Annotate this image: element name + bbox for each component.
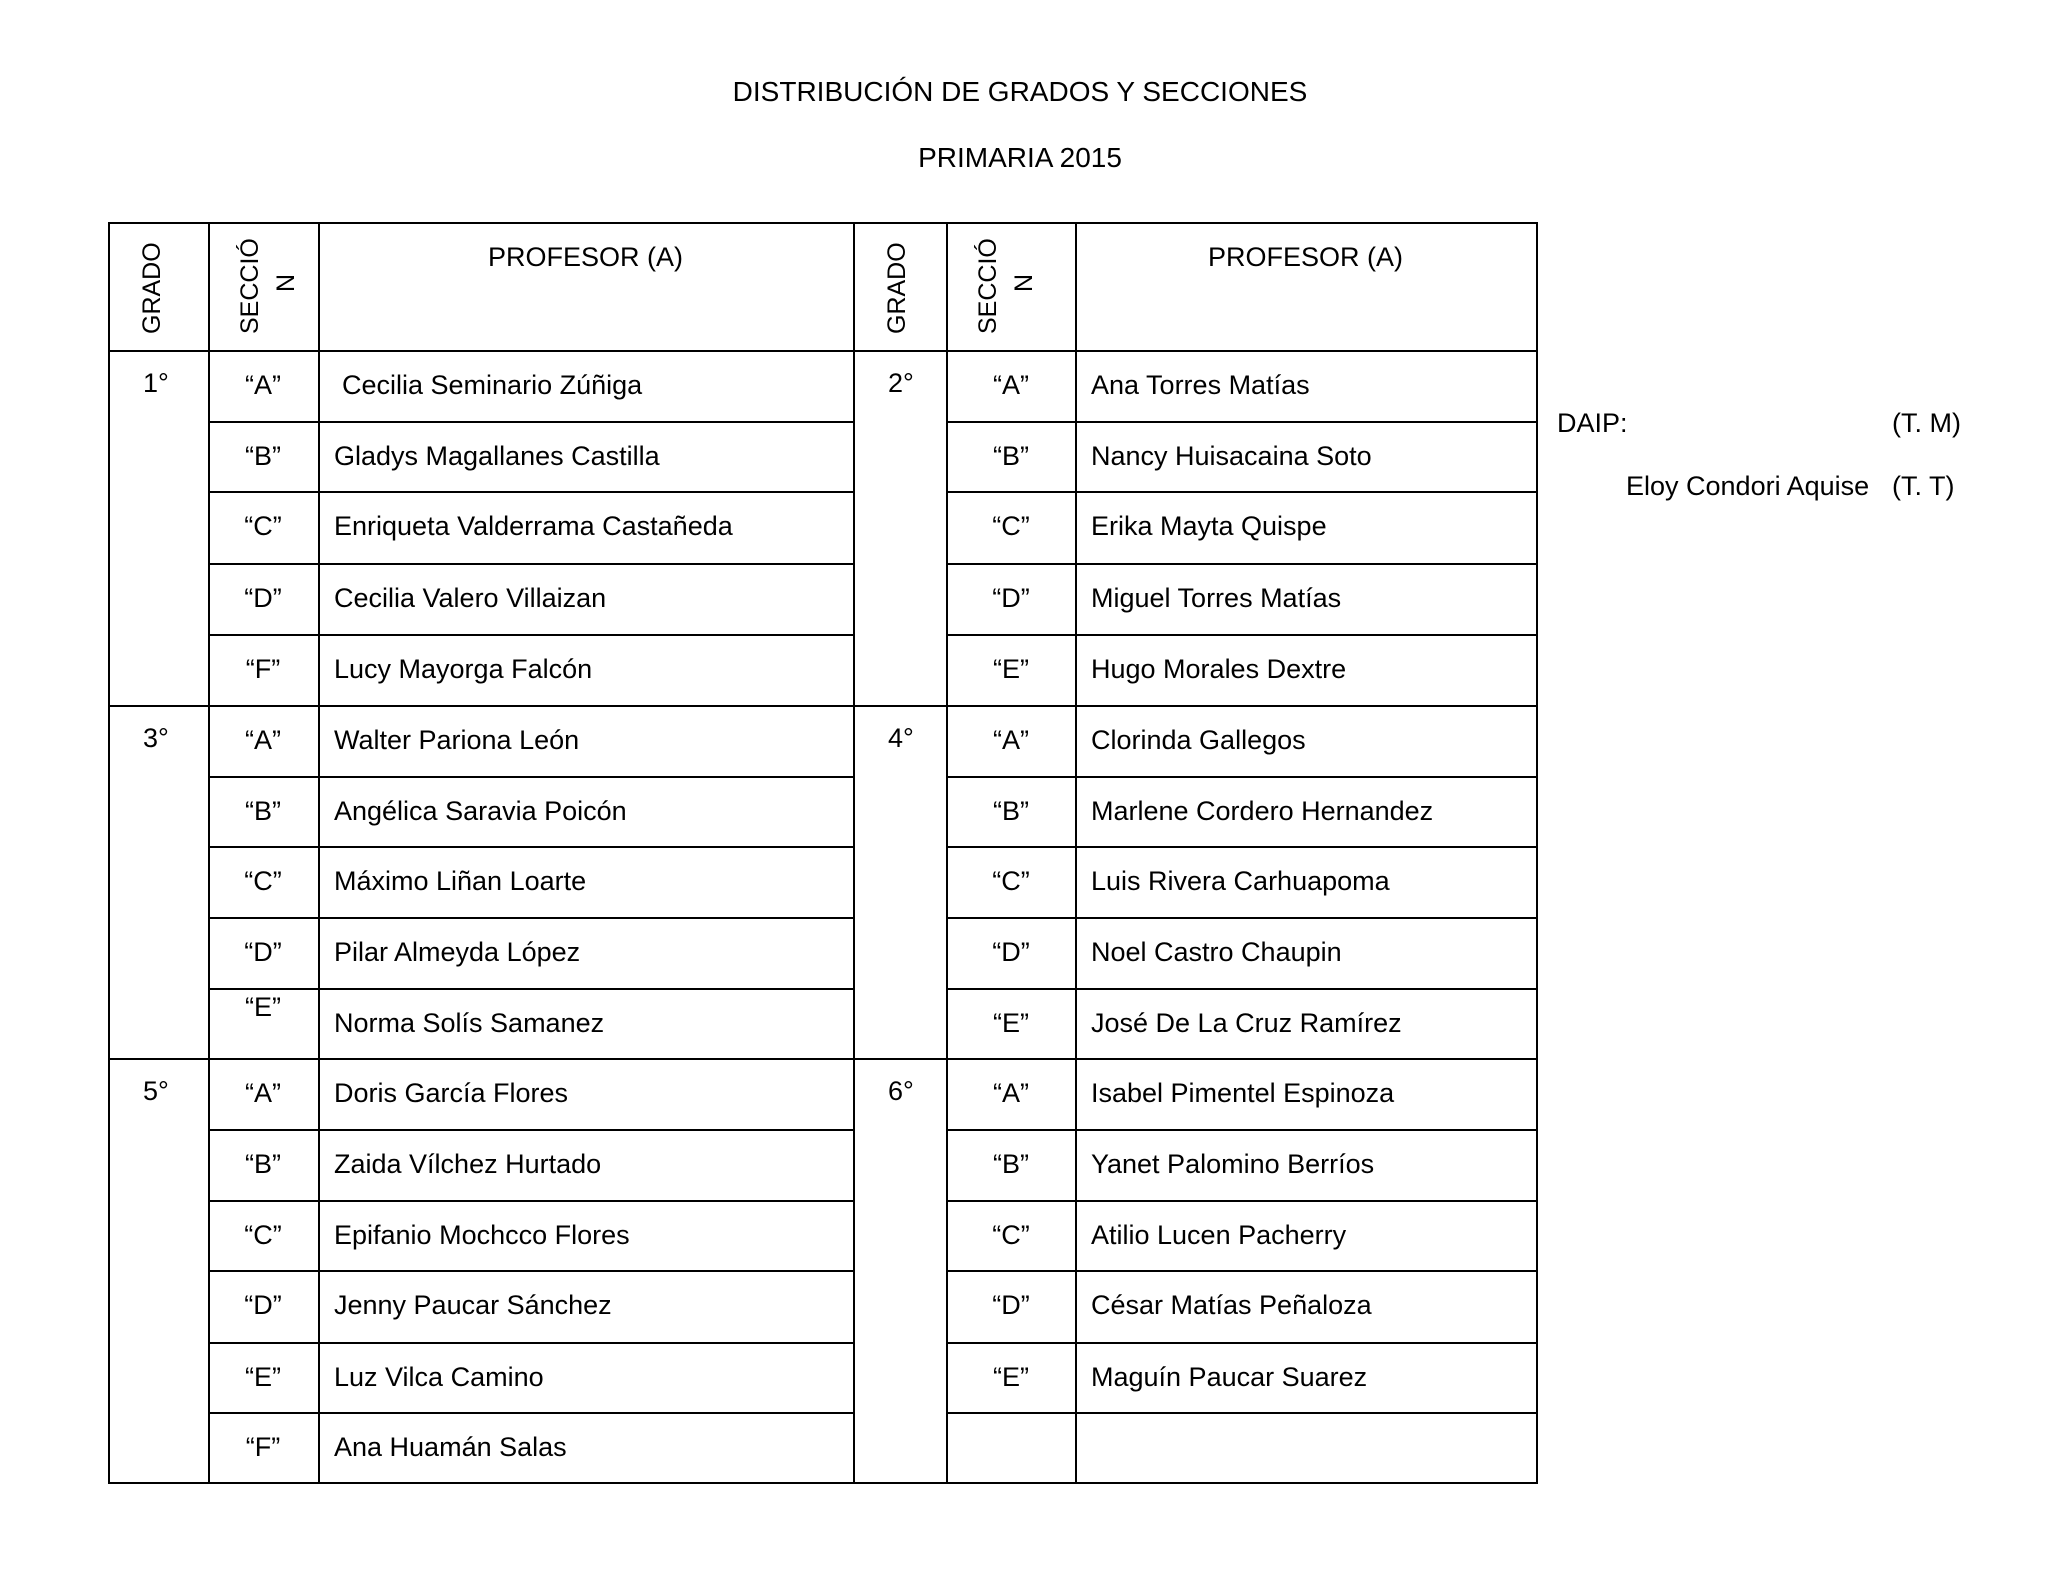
section-cell: “C” [244, 511, 282, 541]
teacher-name: Nancy Huisacaina Soto [1091, 441, 1372, 471]
section-cell: “A” [245, 1078, 281, 1108]
row-line [946, 563, 1538, 565]
header-profesor: PROFESOR (A) [1207, 242, 1403, 272]
grade-label: 5° [143, 1076, 169, 1106]
section-cell: “E” [245, 1362, 281, 1392]
teacher-name: Maguín Paucar Suarez [1091, 1362, 1368, 1392]
row-line [208, 776, 855, 778]
column-line [318, 222, 320, 1484]
teacher-name: Isabel Pimentel Espinoza [1091, 1078, 1395, 1108]
section-cell: “E” [993, 1008, 1029, 1038]
teacher-name: Noel Castro Chaupin [1091, 937, 1342, 967]
header-seccion: SECCIÓ [236, 238, 264, 334]
header-seccion-n: N [272, 273, 300, 292]
section-cell: “E” [993, 1362, 1029, 1392]
teacher-name: Luis Rivera Carhuapoma [1091, 866, 1390, 896]
row-line [946, 776, 1538, 778]
teacher-name: Cecilia Valero Villaizan [334, 583, 607, 613]
table-top-border [108, 222, 1538, 224]
header-grado: GRADO [138, 242, 166, 334]
teacher-name: Enriqueta Valderrama Castañeda [334, 511, 733, 541]
row-line [946, 1270, 1538, 1272]
row-line [946, 634, 1538, 636]
teacher-name: Marlene Cordero Hernandez [1091, 796, 1434, 826]
column-line [853, 222, 855, 1484]
teacher-name: José De La Cruz Ramírez [1091, 1008, 1402, 1038]
row-line [208, 1200, 855, 1202]
row-line [946, 421, 1538, 423]
teacher-name: Lucy Mayorga Falcón [334, 654, 593, 684]
teacher-name: Erika Mayta Quispe [1091, 511, 1327, 541]
column-line [1075, 222, 1077, 1484]
teacher-name: Gladys Magallanes Castilla [334, 441, 660, 471]
row-line [946, 1200, 1538, 1202]
grade-label: 4° [888, 723, 914, 753]
daip-name: Eloy Condori Aquise [1626, 471, 1870, 501]
teacher-name: Norma Solís Samanez [334, 1008, 605, 1038]
column-line [1536, 222, 1538, 1484]
teacher-name: Pilar Almeyda López [334, 937, 581, 967]
section-cell: “D” [992, 937, 1030, 967]
section-cell: “A” [245, 725, 281, 755]
section-cell: “B” [993, 796, 1029, 826]
section-cell: “D” [244, 937, 282, 967]
section-cell: “B” [993, 441, 1029, 471]
section-cell: “C” [244, 1220, 282, 1250]
teacher-name: Cecilia Seminario Zúñiga [342, 370, 643, 400]
section-cell: “F” [245, 654, 281, 684]
section-cell: “D” [244, 1290, 282, 1320]
teacher-name: Epifanio Mochcco Flores [334, 1220, 630, 1250]
teacher-name: Miguel Torres Matías [1091, 583, 1342, 613]
section-cell: “D” [992, 583, 1030, 613]
teacher-name: Walter Pariona León [334, 725, 580, 755]
section-cell: “E” [993, 654, 1029, 684]
row-line [946, 491, 1538, 493]
teacher-name: Hugo Morales Dextre [1091, 654, 1347, 684]
document-subtitle: PRIMARIA 2015 [918, 142, 1122, 173]
group-divider-line [108, 1058, 1538, 1060]
teacher-name: Máximo Liñan Loarte [334, 866, 587, 896]
section-cell: “A” [993, 725, 1029, 755]
teacher-name: Clorinda Gallegos [1091, 725, 1306, 755]
group-divider-line [108, 705, 1538, 707]
row-line [208, 634, 855, 636]
section-cell: “C” [992, 511, 1030, 541]
section-cell: “E” [245, 992, 281, 1022]
header-grado: GRADO [883, 242, 911, 334]
teacher-name: Zaida Vílchez Hurtado [334, 1149, 602, 1179]
grade-label: 1° [143, 368, 169, 398]
row-line [208, 1129, 855, 1131]
row-line [208, 1270, 855, 1272]
teacher-name: Ana Huamán Salas [334, 1432, 567, 1462]
section-cell: “B” [245, 796, 281, 826]
row-line [946, 846, 1538, 848]
row-line [208, 421, 855, 423]
daip-tm: (T. M) [1892, 408, 1961, 438]
teacher-name: Ana Torres Matías [1091, 370, 1310, 400]
header-profesor: PROFESOR (A) [487, 242, 683, 272]
teacher-name: Atilio Lucen Pacherry [1091, 1220, 1347, 1250]
column-line [108, 222, 110, 1484]
section-cell: “B” [245, 1149, 281, 1179]
teacher-name: César Matías Peñaloza [1091, 1290, 1372, 1320]
grade-label: 2° [888, 368, 914, 398]
daip-tt: (T. T) [1892, 471, 1955, 501]
row-line [946, 917, 1538, 919]
row-line [208, 846, 855, 848]
column-line [946, 222, 948, 1484]
daip-label: DAIP: [1557, 408, 1628, 438]
section-cell: “D” [244, 583, 282, 613]
header-seccion-n: N [1010, 273, 1038, 292]
row-line [946, 1412, 1538, 1414]
section-cell: “C” [992, 866, 1030, 896]
row-line [946, 1129, 1538, 1131]
row-line [946, 1342, 1538, 1344]
row-line [946, 988, 1538, 990]
table-bottom-border [108, 1482, 1538, 1484]
grade-label: 6° [888, 1076, 914, 1106]
section-cell: “B” [245, 441, 281, 471]
header-bottom-line [108, 350, 1538, 352]
section-cell: “C” [992, 1220, 1030, 1250]
teacher-name: Luz Vilca Camino [334, 1362, 544, 1392]
section-cell: “C” [244, 866, 282, 896]
section-cell: “A” [993, 370, 1029, 400]
row-line [208, 491, 855, 493]
header-seccion: SECCIÓ [974, 238, 1002, 334]
section-cell: “F” [245, 1432, 281, 1462]
grade-label: 3° [143, 723, 169, 753]
row-line [208, 917, 855, 919]
teacher-name: Angélica Saravia Poicón [334, 796, 627, 826]
section-cell: “A” [245, 370, 281, 400]
document-title: DISTRIBUCIÓN DE GRADOS Y SECCIONES [732, 76, 1308, 107]
section-cell: “D” [992, 1290, 1030, 1320]
section-cell: “B” [993, 1149, 1029, 1179]
row-line [208, 1342, 855, 1344]
row-line [208, 1412, 855, 1414]
teacher-name: Yanet Palomino Berríos [1091, 1149, 1375, 1179]
teacher-name: Jenny Paucar Sánchez [334, 1290, 612, 1320]
row-line [208, 563, 855, 565]
section-cell: “A” [993, 1078, 1029, 1108]
teacher-name: Doris García Flores [334, 1078, 569, 1108]
